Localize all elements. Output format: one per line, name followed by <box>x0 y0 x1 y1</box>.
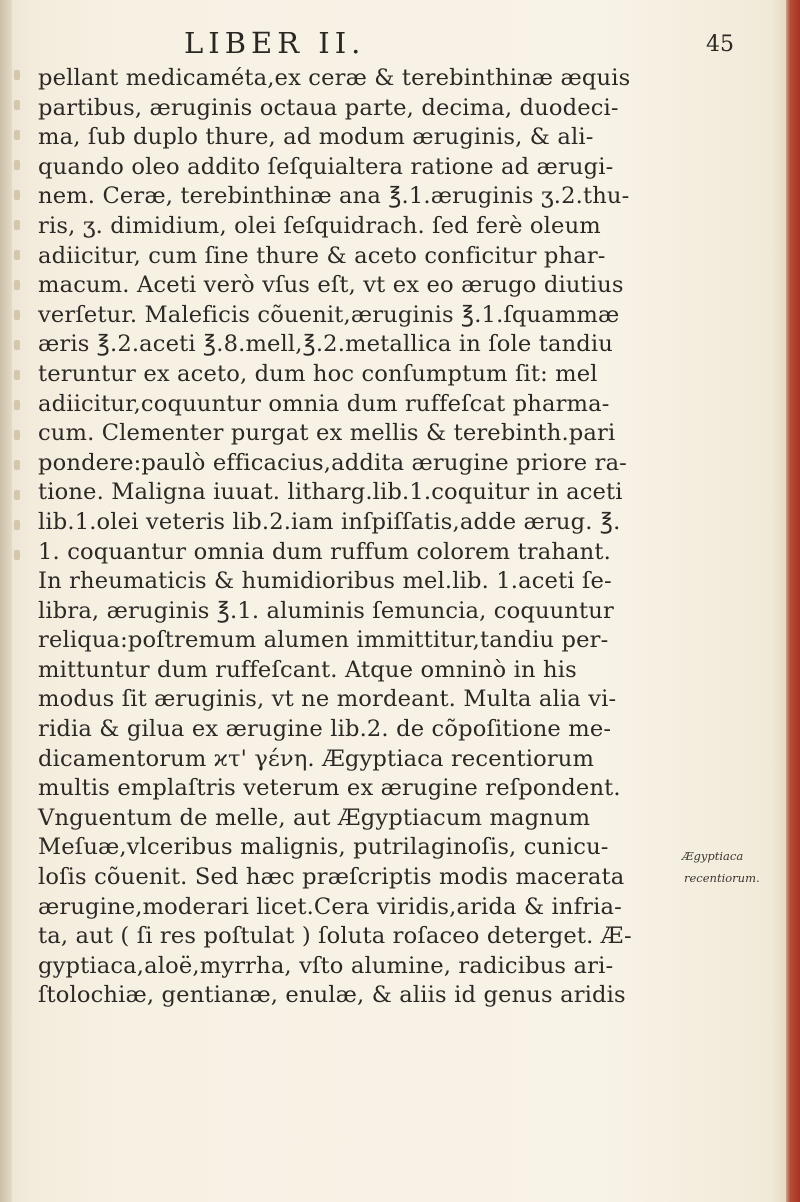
text-line: æris ℥.2.aceti ℥.8.mell,℥.2.metallica in ſole tandiu <box>38 331 613 358</box>
text-line: mittuntur dum ruffeſcant. Atque omninò in his <box>38 656 577 683</box>
marginal-note-line: Ægyptiaca <box>682 849 744 863</box>
text-line: adiicitur, cum ſine thure & aceto conficitur phar- <box>38 242 606 269</box>
text-line: teruntur ex aceto, dum hoc conſumptum ſit: mel <box>38 360 598 387</box>
text-line: verſetur. Maleficis cõuenit,æruginis ℥.1.ſquammæ <box>38 301 620 328</box>
text-line: macum. Aceti verò vſus eſt, vt ex eo ærugo diutius <box>38 272 624 299</box>
text-line: nem. Ceræ, terebinthinæ ana ℥.1.æruginis ʒ.2.thu- <box>38 183 630 210</box>
text-line: tione. Maligna iuuat. litharg.lib.1.coquitur in aceti <box>38 479 623 506</box>
text-line: ærugine,moderari licet.Cera viridis,arida & infria- <box>38 893 622 920</box>
text-line: Meſuæ,vlceribus malignis, putrilaginoſis, cunicu- <box>38 834 609 861</box>
text-line: ta, aut ( ſi res poſtulat ) ſoluta roſaceo deterget. Æ- <box>38 923 632 950</box>
marginal-note <box>682 845 792 889</box>
text-line: modus ſit æruginis, vt ne mordeant. Multa alia vi- <box>38 686 617 713</box>
text-line: lib.1.olei veteris lib.2.iam inſpiſſatis,adde ærug. ℥. <box>38 508 621 535</box>
text-line: dicamentorum ϰτ' γένη. Ægyptiaca recentiorum <box>38 745 595 772</box>
text-line: multis emplaſtris veterum ex ærugine reſpondent. <box>38 775 621 802</box>
page-red-edge <box>786 0 800 1202</box>
text-line: ridia & gilua ex ærugine lib.2. de cõpoſitione me- <box>38 716 612 743</box>
text-line: ris, ʒ. dimidium, olei ſeſquidrach. ſed ferè oleum <box>38 212 601 239</box>
page-number: 45 <box>706 32 734 57</box>
text-line: ſtolochiæ, gentianæ, enulæ, & aliis id genus aridis <box>38 982 626 1009</box>
page-left-edge <box>0 0 12 1202</box>
text-line: reliqua:poſtremum alumen immittitur,tandiu per- <box>38 627 609 654</box>
text-line: loſis cõuenit. Sed hæc præſcriptis modis macerata <box>38 864 625 891</box>
text-line: cum. Clementer purgat ex mellis & terebinth.pari <box>38 420 616 447</box>
marginal-note-line: recentiorum. <box>684 871 760 885</box>
text-line: pellant medicaméta,ex ceræ & terebinthinæ æquis <box>38 65 631 91</box>
text-line: Vnguentum de melle, aut Ægyptiacum magnum <box>38 804 591 831</box>
text-line: adiicitur,coquuntur omnia dum ruffeſcat pharma- <box>38 390 610 417</box>
text-line: gyptiaca,aloë,myrrha, vſto alumine, radicibus ari- <box>38 952 614 979</box>
text-line: ma, ſub duplo thure, ad modum æruginis, & ali- <box>38 124 594 151</box>
text-line: libra, æruginis ℥.1. aluminis ſemuncia, coquuntur <box>38 597 614 624</box>
text-line: In rheumaticis & humidioribus mel.lib. 1.aceti ſe- <box>38 568 612 595</box>
text-line: 1. coquantur omnia dum ruffum colorem trahant. <box>38 538 611 565</box>
main-text-block <box>38 64 678 1011</box>
gutter-marks <box>12 60 24 760</box>
text-line: partibus, æruginis octaua parte, decima, duodeci- <box>38 94 619 121</box>
page-header <box>0 26 800 66</box>
running-head: LIBER II. <box>184 26 366 60</box>
text-line: pondere:paulò efficacius,addita ærugine priore ra- <box>38 449 627 476</box>
text-line: quando oleo addito ſeſquialtera ratione ad ærugi- <box>38 153 614 180</box>
